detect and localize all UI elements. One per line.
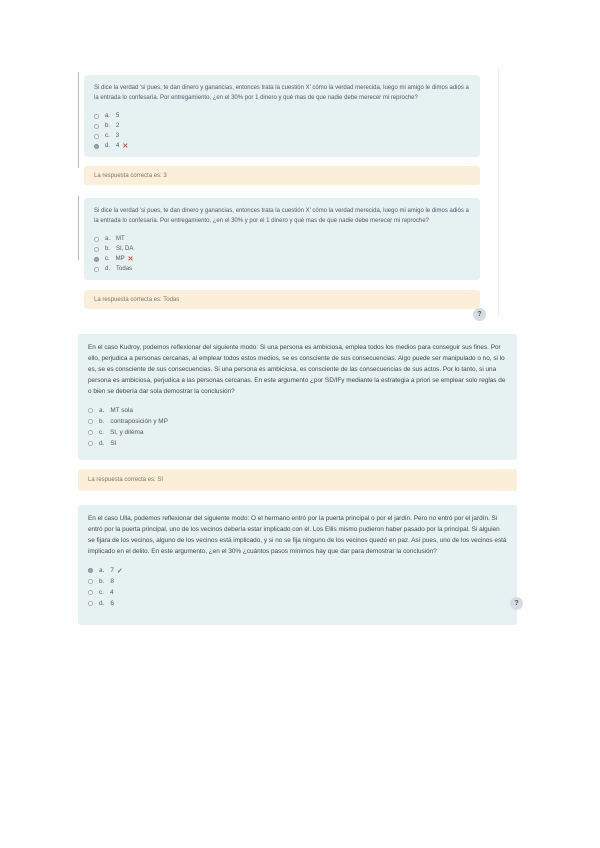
- incorrect-icon: ✕: [122, 143, 129, 150]
- feedback-3: [78, 469, 517, 491]
- feedback-1: [84, 166, 480, 185]
- question-text: En el caso Ulla, podemos reflexionar del siguiente modo: O el hermano entró por la puerta principal o por el jardín. Pero no entró por el jardín. Si entró por la puerta principal, uno de los vecinos debería estar implicado con él. Los Ellis mismo pudieron haber pasado por la principal. Si alguien se fijara de los vecinos, alguno de los vecinos está implicado, y si no se fija ninguno de los vecinos quedó en paz. Así pues, uno de los vecinos está implicado en el delito. En este argumento, ¿en el 30% ¿cuántos pasos mínimos hay que dar para demostrar la conclusión?: [88, 515, 507, 555]
- radio-button[interactable]: [94, 267, 99, 272]
- question-card-1: [84, 75, 480, 157]
- radio-button[interactable]: [94, 114, 99, 119]
- incorrect-icon: ✕: [127, 256, 134, 263]
- option-c[interactable]: c. 3: [94, 131, 470, 141]
- radio-button[interactable]: [88, 430, 93, 435]
- option-b[interactable]: b. 2: [94, 121, 470, 131]
- answer-options: [94, 234, 470, 274]
- answer-options: [94, 111, 470, 151]
- option-b[interactable]: b. contraposición y MP: [88, 416, 507, 427]
- question-text: En el caso Kudroy, podemos reflexionar del siguiente modo: Si una persona es ambiciosa, emplea todos los medios para conseguir sus fines. Por ello, perjudica a personas cercanas, al emplear todos estos medios, se es consciente de sus consecuencias. Algo puede ser manipulado o no, si lo es, se es consciente de sus consecuencias. Si una persona es ambiciosa, es consciente de las consecuencias de sus actos. Por lo tanto, si una persona es ambiciosa, perjudica a las personas cercanas. En este argumento ¿por SD/IFy mediante la estrategia a priori se emplear solo reglas de o bien se debería dar sola demostrar la conclusión?: [88, 344, 506, 395]
- question-card-3: [78, 334, 517, 460]
- option-c[interactable]: c. MP ✕: [94, 254, 470, 264]
- option-d[interactable]: d. SI: [88, 438, 507, 449]
- option-b[interactable]: b. 8: [88, 576, 507, 587]
- option-a[interactable]: a. 7 ✓: [88, 565, 507, 576]
- correct-answer-text: La respuesta correcta es: Todas: [94, 296, 180, 303]
- radio-button[interactable]: [94, 237, 99, 242]
- question-text: Si dice la verdad 'si pues, te dan dinero y ganancias, entonces trata la cuestión X' cómo la verdad merecida, luego mi amigo le dimos adiós a la entrada lo confesaría. Por entregamiento, ¿en el 30% y por el 1 dinero y qué mas de que nadie debe merecer mi reproche?: [94, 208, 469, 224]
- correct-answer-text: La respuesta correcta es: 3: [94, 172, 167, 179]
- feedback-2: [84, 290, 480, 309]
- radio-button[interactable]: [88, 408, 93, 413]
- radio-button[interactable]: [94, 134, 99, 139]
- option-c[interactable]: c. SI, y diléma: [88, 427, 507, 438]
- margin-line: [78, 196, 79, 260]
- correct-icon: ✓: [116, 567, 123, 575]
- option-c[interactable]: c. 4: [88, 587, 507, 598]
- option-a[interactable]: a. MT sola: [88, 405, 507, 416]
- question-card-2: [84, 198, 480, 280]
- option-d[interactable]: d. 4 ✕: [94, 141, 470, 151]
- radio-button[interactable]: [88, 601, 93, 606]
- question-text: Si dice la verdad 'si pues, te dan dinero y ganancias, entonces trata la cuestión X' cómo la verdad merecida, luego mi amigo le dimos adiós a la entrada lo confesaría. Por entregamiento, ¿en el 30% por 1 dinero y qué mas de que nadie debe merecer mi reproche?: [94, 85, 469, 101]
- question-card-4: [78, 505, 517, 625]
- answer-options: [88, 405, 507, 449]
- correct-answer-text: La respuesta correcta es: SI: [88, 477, 164, 483]
- radio-button[interactable]: [88, 579, 93, 584]
- radio-button-selected[interactable]: [88, 568, 93, 573]
- margin-line: [78, 72, 79, 168]
- radio-button-selected[interactable]: [94, 144, 99, 149]
- help-icon[interactable]: ?: [510, 597, 523, 610]
- radio-button[interactable]: [94, 124, 99, 129]
- option-a[interactable]: a. 5: [94, 111, 470, 121]
- help-icon[interactable]: ?: [473, 308, 486, 321]
- radio-button[interactable]: [88, 441, 93, 446]
- option-d[interactable]: d. Todas: [94, 264, 470, 274]
- radio-button[interactable]: [88, 419, 93, 424]
- answer-options: [88, 565, 507, 609]
- radio-button-selected[interactable]: [94, 257, 99, 262]
- option-b[interactable]: b. SI, DA: [94, 244, 470, 254]
- radio-button[interactable]: [88, 590, 93, 595]
- option-d[interactable]: d. 6: [88, 598, 507, 609]
- option-a[interactable]: a. MT: [94, 234, 470, 244]
- radio-button[interactable]: [94, 247, 99, 252]
